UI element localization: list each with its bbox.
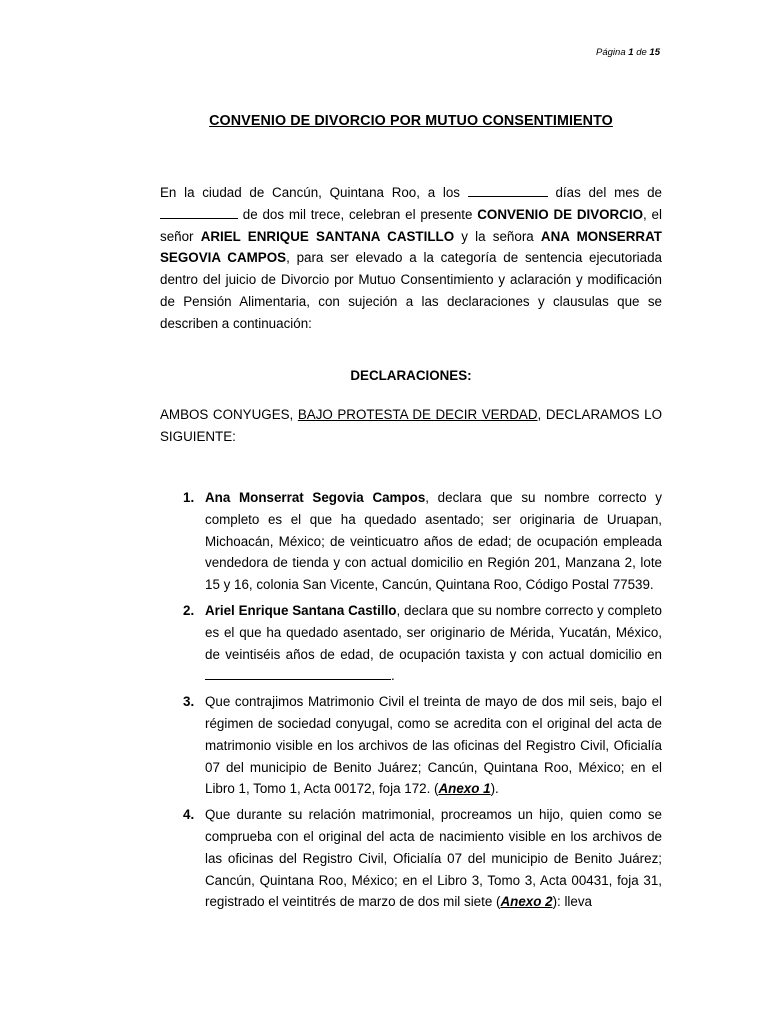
page-number-current: 1 <box>628 47 634 58</box>
item-text: , declara que su nombre correcto y completo es el que ha quedado asentado; ser originaria de Uruapan, Michoacán, México; de veinticuatro años de edad; de ocupación empleada vendedora de tienda y con actual domicilio en Región 201, Manzana 2, lote 15 y 16, colonia San Vicente, Cancún, Quintana Roo, Código Postal 77539. <box>205 490 662 593</box>
intro-bold: CONVENIO DE DIVORCIO <box>477 206 644 222</box>
item-text: ): lleva <box>552 894 593 910</box>
item-text: Que contrajimos Matrimonio Civil el treinta de mayo de dos mil seis, bajo el régimen de sociedad conyugal, como se acredita con el original del acta de matrimonio visible en los archivos de las oficinas del Registro Civil, Oficialía 07 del municipio de Benito Juárez; Cancún, Quintana Roo, México; en el Libro 1, Tomo 1, Acta 00172, foja 172. ( <box>205 694 662 797</box>
intro-text: días del mes de <box>555 185 662 200</box>
ambos-underlined: BAJO PROTESTA DE DECIR VERDAD <box>297 407 538 422</box>
intro-text: y la señora <box>461 228 534 244</box>
item-bold: Ariel Enrique Santana Castillo <box>205 602 397 618</box>
page-number-prefix: Página <box>596 47 626 58</box>
page-number-total: 15 <box>649 47 660 58</box>
blank-line <box>468 183 548 197</box>
item-text: Que durante su relación matrimonial, procreamos un hijo, quien como se comprueba con el original del acta de nacimiento visible en los archivos de las oficinas del Registro Civil, Oficialía 07 del municipio de Benito Juárez; Cancún, Quintana Roo, México; en el Libro 3, Tomo 3, Acta 00431, foja 31, registrado el veintitrés de marzo de dos mil siete ( <box>205 807 662 910</box>
intro-bold: ANA MONSERRAT SEGOVIA CAMPOS <box>160 228 662 266</box>
document-title: CONVENIO DE DIVORCIO POR MUTUO CONSENTIMIENTO <box>209 113 613 129</box>
item-text: , declara que su nombre correcto y completo es el que ha quedado asentado, ser originario de Mérida, Yucatán, México, de veintiséis años de edad, de ocupación taxista y con actual domicilio en <box>205 602 662 662</box>
intro-text: , el señor <box>160 206 662 244</box>
item-number: 3. <box>183 694 195 710</box>
intro-bold: ARIEL ENRIQUE SANTANA CASTILLO <box>200 228 455 244</box>
item-bold: Ana Monserrat Segovia Campos <box>205 490 426 505</box>
anexo-reference: Anexo 1 <box>438 781 491 797</box>
item-number: 1. <box>183 490 195 505</box>
item-number: 2. <box>183 602 195 618</box>
anexo-reference: Anexo 2 <box>500 894 553 910</box>
page-number-middle: de <box>636 47 647 58</box>
item-text: . <box>391 668 395 684</box>
ambos-paragraph <box>160 404 662 448</box>
list-item <box>160 487 662 596</box>
item-text: ). <box>490 781 499 797</box>
declarations-list <box>160 487 662 917</box>
list-item <box>160 600 662 687</box>
ambos-text: , DECLARAMOS LO SIGUIENTE: <box>160 407 662 444</box>
page-number <box>560 47 660 58</box>
intro-text: , para ser elevado a la categoría de sentencia ejecutoriada dentro del juicio de Divorcio por Mutuo Consentimiento y aclaración y modificación de Pensión Alimentaria, con sujeción a las declaraciones y clausulas que se describen a continuación: <box>160 250 662 331</box>
list-item <box>160 804 662 913</box>
intro-paragraph <box>160 182 662 335</box>
item-number: 4. <box>183 807 195 823</box>
intro-text: de dos mil trece, celebran el presente <box>242 206 473 222</box>
blank-line <box>205 666 391 680</box>
ambos-text: AMBOS CONYUGES, <box>160 407 294 422</box>
intro-text: En la ciudad de Cancún, Quintana Roo, a los <box>160 185 460 200</box>
list-item <box>160 691 662 800</box>
declaraciones-heading: DECLARACIONES: <box>350 368 472 383</box>
blank-line <box>160 205 238 219</box>
